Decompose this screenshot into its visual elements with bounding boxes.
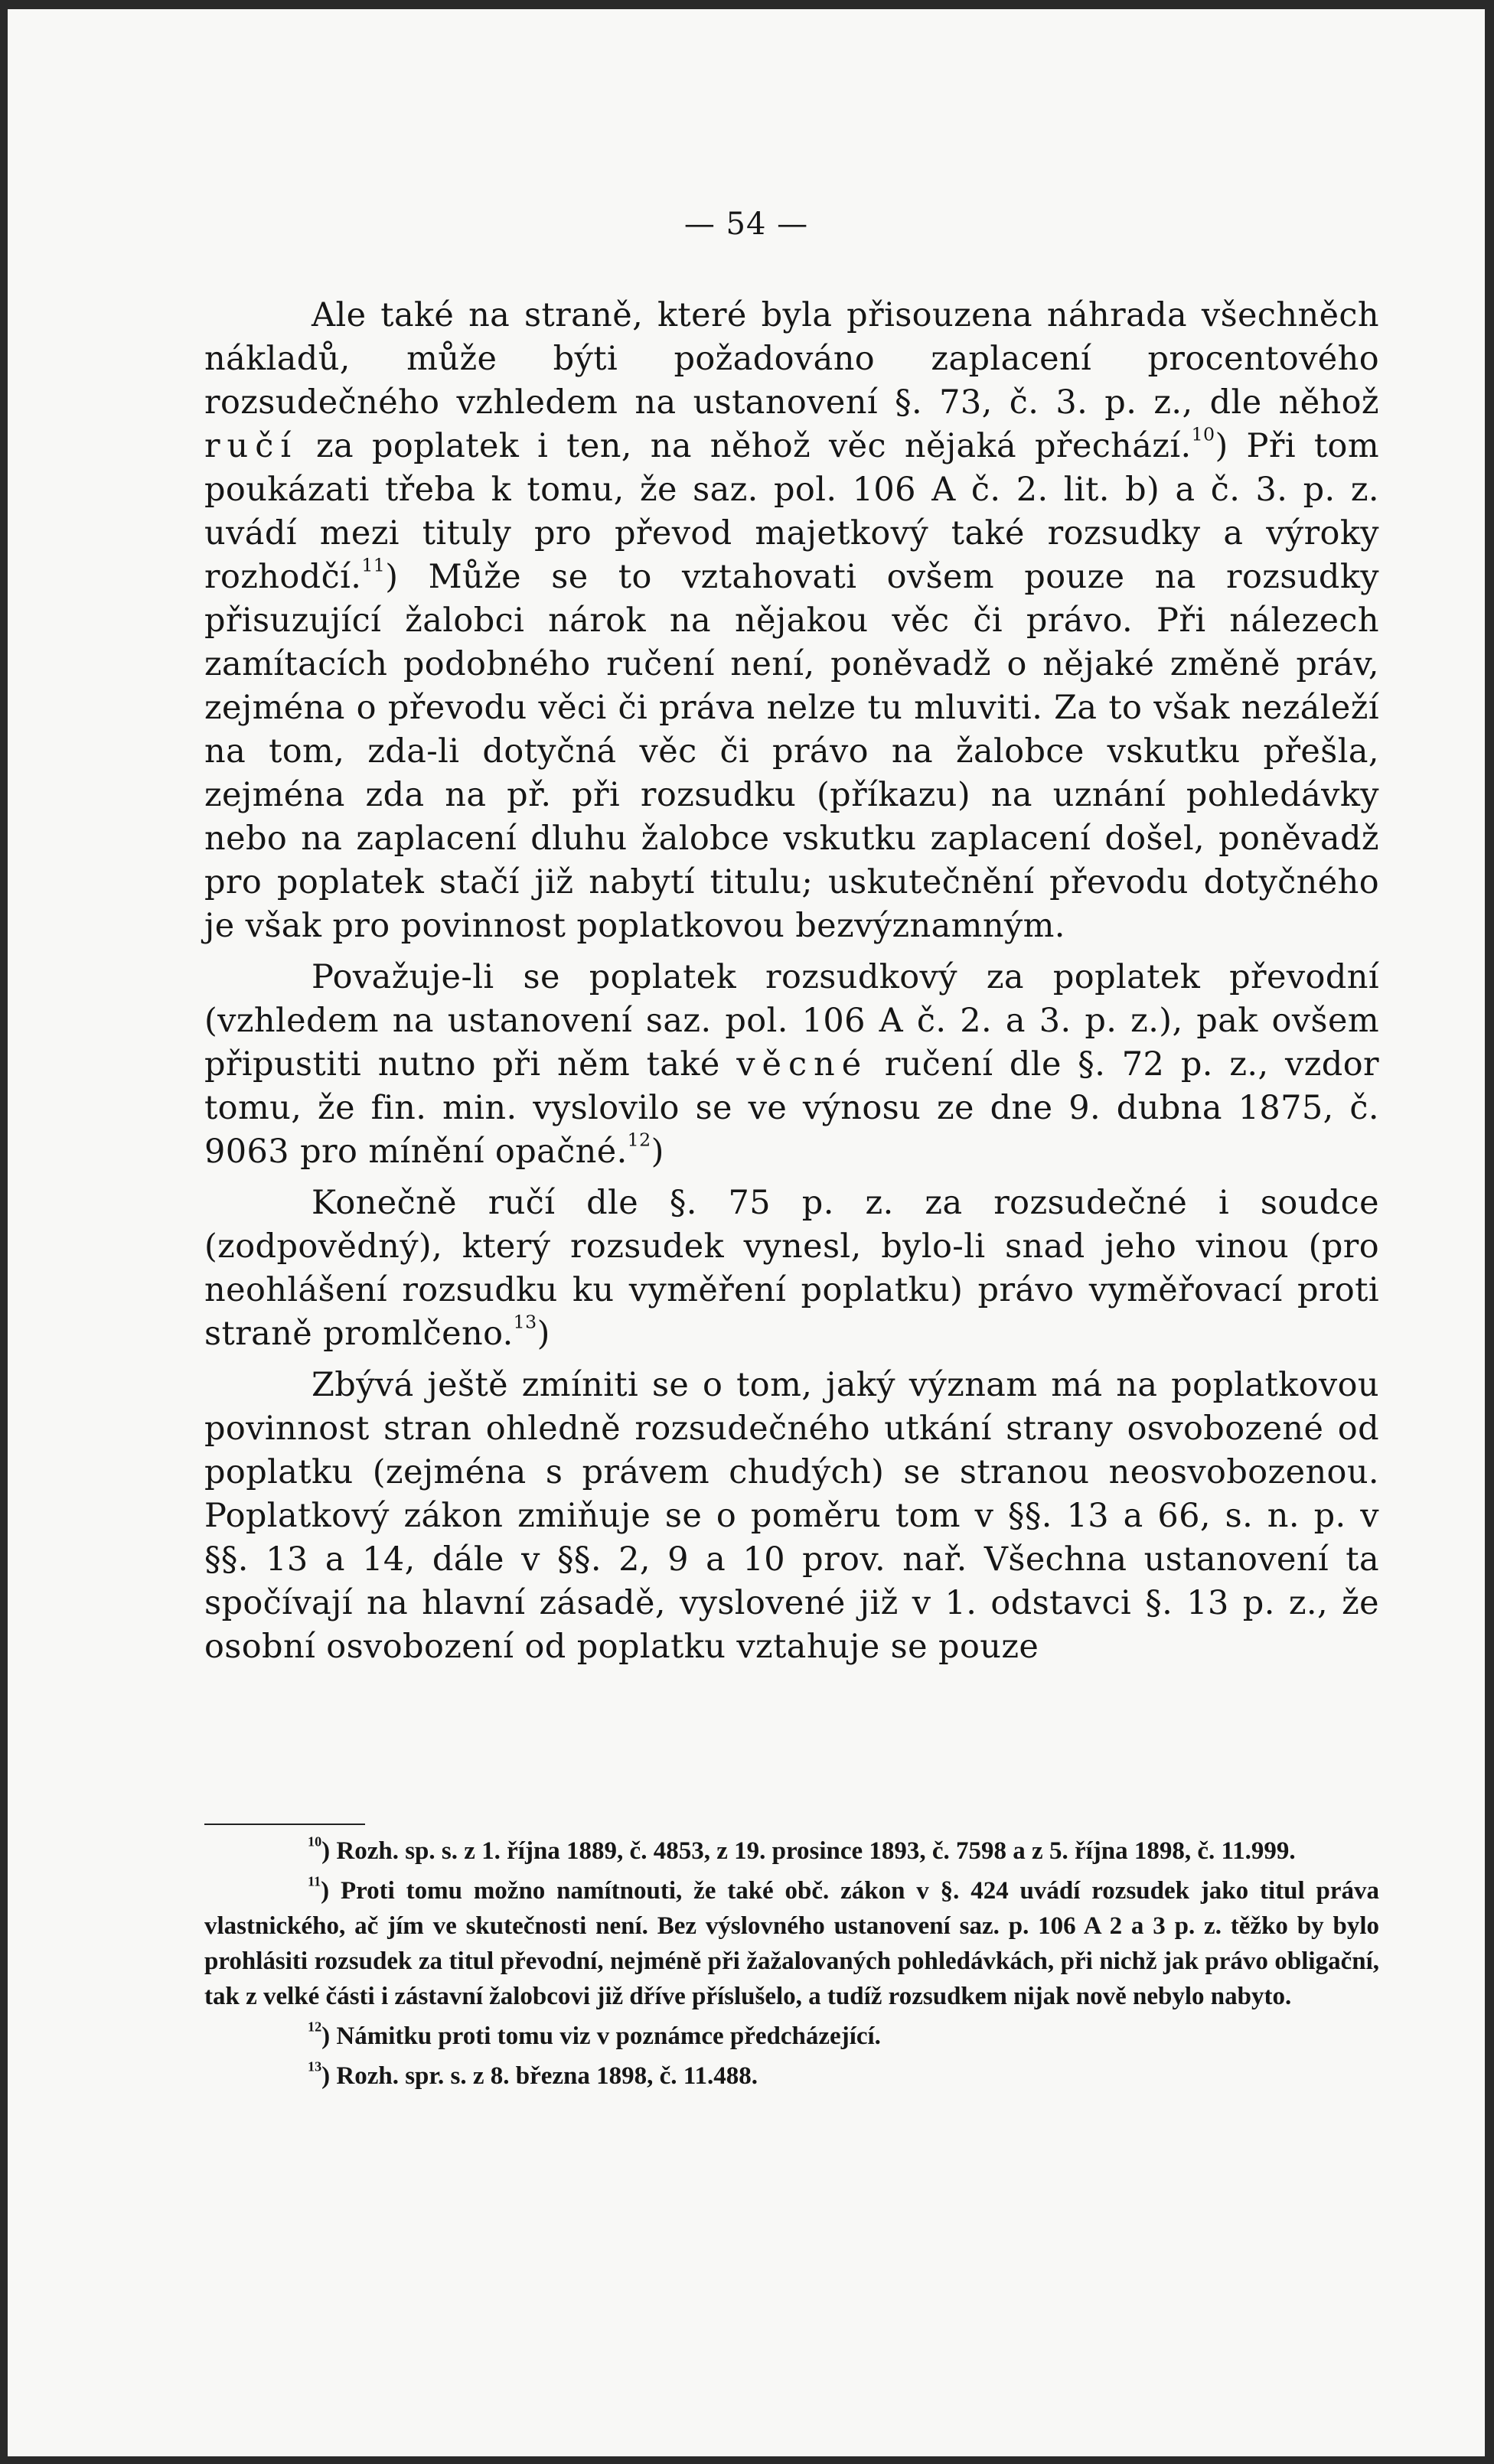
footnote-12 — [204, 2019, 1379, 2054]
footnote-text: ) Rozh. spr. s. z 8. března 1898, č. 11.488. — [321, 2062, 758, 2090]
footnote-ref-12: 12 — [627, 1129, 651, 1151]
footnote-ref-13: 13 — [513, 1311, 537, 1333]
footnote-text: ) Proti tomu možno namítnouti, že také obč. zákon v §. 424 uvádí rozsudek jako titul práva vlastnického, ač jím ve skutečnosti není. Bez výslovného ustanovení saz. p. 106 A 2 a 3 p. z. těžko by bylo prohlásiti rozsudek za titul převodní, nejméně při žažalovaných pohledávkách, při nichž jak právo obligační, tak z velké části i zástavní žalobcovi již dříve příslušelo, a tudíž rozsudkem nijak nově nebylo nabyto. — [204, 1877, 1379, 2010]
footnote-mark: 12 — [308, 2019, 322, 2035]
paragraph-1 — [204, 294, 1379, 948]
text-run: Považuje-li se poplatek rozsudkový za poplatek převodní (vzhledem na ustanovení saz. pol. 106 A č. 2. a 3. p. z.), pak ovšem připustiti nutno při něm také — [204, 958, 1379, 1084]
footnote-text: ) Námitku proti tomu viz v poznámce předcházející. — [321, 2022, 881, 2050]
paragraph-3 — [204, 1181, 1379, 1356]
footnote-13 — [204, 2058, 1379, 2094]
footnote-ref-10: 10 — [1191, 423, 1215, 445]
paragraph-2 — [204, 956, 1379, 1174]
main-text — [204, 294, 1379, 1677]
text-run: ručení dle §. 72 p. z., vzdor tomu, že fin. min. vyslovilo se ve výnosu ze dne 9. dubna 1875, č. 9063 pro mínění opačné. — [204, 1045, 1379, 1171]
text-run: ) Při tom poukázati třeba k tomu, že saz. pol. 106 A č. 2. lit. b) a č. 3. p. z. uvádí mezi tituly pro převod majetkový také rozsudky a výroky rozhodčí. — [204, 427, 1379, 596]
text-run: ) — [651, 1133, 664, 1171]
text-run: ) Může se to vztahovati ovšem pouze na rozsudky přisuzující žalobci nárok na nějakou věc či právo. Při nálezech zamítacích podobného ručení není, poněvadž o nějaké změně práv, zejména o převodu věci či práva nelze tu mluviti. Za to však nezáleží na tom, zda-li dotyčná věc či právo na žalobce vskutku přešla, zejména zda na př. při rozsudku (příkazu) na uznání pohledávky nebo na zaplacení dluhu žalobce vskutku zaplacení došel, poněvadž pro poplatek stačí již nabytí titulu; uskutečnění převodu dotyčného je však pro povinnost poplatkovou bezvýznamným. — [204, 558, 1379, 945]
spaced-emphasis: ručí — [204, 427, 298, 465]
footnote-separator — [204, 1824, 365, 1825]
footnote-10 — [204, 1833, 1379, 1869]
text-run: za poplatek i ten, na něhož věc nějaká přechází. — [315, 427, 1192, 465]
footnote-11 — [204, 1873, 1379, 2014]
paragraph-4: Zbývá ještě zmíniti se o tom, jaký význam má na poplatkovou povinnost stran ohledně rozsudečného utkání strany osvobozené od poplatku (zejména s právem chudých) se stranou neosvobozenou. Poplatkový zákon zmiňuje se o poměru tom v §§. 13 a 66, s. n. p. v §§. 13 a 14, dále v §§. 2, 9 a 10 prov. nař. Všechna ustanovení ta spočívají na hlavní zásadě, vyslovené již v 1. odstavci §. 13 p. z., že osobní osvobození od poplatku vztahuje se pouze — [204, 1366, 1379, 1666]
footnote-mark: 11 — [308, 1873, 321, 1889]
footnotes — [204, 1833, 1379, 2098]
spaced-emphasis: věcné — [736, 1045, 869, 1084]
page-number: — 54 — — [683, 207, 809, 242]
text-run: ) — [537, 1315, 550, 1353]
book-page — [8, 9, 1485, 2456]
text-run: Ale také na straně, které byla přisouzena náhrada všechněch nákladů, může býti požadováno zaplacení procentového rozsudečného vzhledem na ustanovení §. 73, č. 3. p. z., dle něhož — [204, 296, 1379, 422]
footnote-mark: 13 — [308, 2058, 322, 2075]
text-run: Konečně ručí dle §. 75 p. z. za rozsudečné i soudce (zodpovědný), který rozsudek vynesl, bylo-li snad jeho vinou (pro neohlášení rozsudku ku vyměření poplatku) právo vyměřovací proti straně promlčeno. — [204, 1184, 1379, 1353]
footnote-text: ) Rozh. sp. s. z 1. října 1889, č. 4853, z 19. prosince 1893, č. 7598 a z 5. října 1898, č. 11.999. — [321, 1837, 1296, 1865]
footnote-mark: 10 — [308, 1833, 322, 1850]
footnote-ref-11: 11 — [361, 554, 386, 576]
